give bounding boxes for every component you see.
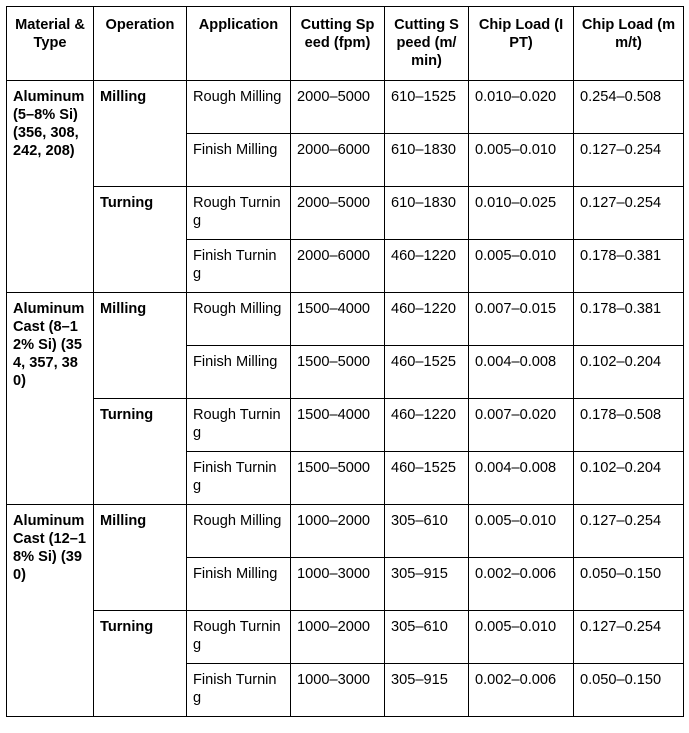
header-operation: Operation	[94, 7, 187, 81]
table-row	[7, 187, 684, 240]
speed-mmin-cell: 460–1525	[385, 346, 469, 399]
speed-mmin-cell: 305–915	[385, 664, 469, 717]
speed-mmin-cell: 610–1525	[385, 81, 469, 134]
speed-mmin-cell: 460–1220	[385, 399, 469, 452]
table-row	[7, 81, 684, 134]
chip-mmt-cell: 0.102–0.204	[574, 452, 684, 505]
application-cell: Finish Turning	[187, 240, 291, 293]
application-cell: Rough Turning	[187, 399, 291, 452]
chip-mmt-cell: 0.127–0.254	[574, 134, 684, 187]
chip-mmt-cell: 0.127–0.254	[574, 505, 684, 558]
speed-mmin-cell: 610–1830	[385, 134, 469, 187]
operation-cell: Milling	[94, 505, 187, 611]
speed-mmin-cell: 460–1220	[385, 293, 469, 346]
chip-ipt-cell: 0.005–0.010	[469, 134, 574, 187]
table-row	[7, 505, 684, 558]
operation-cell: Turning	[94, 611, 187, 717]
chip-ipt-cell: 0.005–0.010	[469, 505, 574, 558]
speed-fpm-cell: 1000–2000	[291, 611, 385, 664]
speed-fpm-cell: 1500–5000	[291, 452, 385, 505]
application-cell: Rough Turning	[187, 611, 291, 664]
chip-mmt-cell: 0.127–0.254	[574, 187, 684, 240]
header-cutting-speed-fpm: Cutting Speed (fpm)	[291, 7, 385, 81]
speed-fpm-cell: 1000–3000	[291, 558, 385, 611]
chip-ipt-cell: 0.002–0.006	[469, 664, 574, 717]
application-cell: Rough Milling	[187, 293, 291, 346]
chip-ipt-cell: 0.010–0.020	[469, 81, 574, 134]
application-cell: Rough Milling	[187, 505, 291, 558]
speed-fpm-cell: 1500–5000	[291, 346, 385, 399]
speed-fpm-cell: 1500–4000	[291, 293, 385, 346]
chip-mmt-cell: 0.050–0.150	[574, 664, 684, 717]
table-row	[7, 611, 684, 664]
application-cell: Finish Milling	[187, 134, 291, 187]
material-cell: Aluminum Cast (8–12% Si) (354, 357, 380)	[7, 293, 94, 505]
header-material-type: Material & Type	[7, 7, 94, 81]
header-row	[7, 7, 684, 81]
operation-cell: Milling	[94, 81, 187, 187]
speed-fpm-cell: 1500–4000	[291, 399, 385, 452]
application-cell: Finish Milling	[187, 558, 291, 611]
table-row	[7, 399, 684, 452]
header-cutting-speed-mmin: Cutting Speed (m/min)	[385, 7, 469, 81]
chip-ipt-cell: 0.004–0.008	[469, 346, 574, 399]
speed-fpm-cell: 1000–3000	[291, 664, 385, 717]
speed-fpm-cell: 2000–5000	[291, 81, 385, 134]
application-cell: Finish Milling	[187, 346, 291, 399]
speed-mmin-cell: 305–610	[385, 611, 469, 664]
chip-ipt-cell: 0.007–0.020	[469, 399, 574, 452]
application-cell: Rough Milling	[187, 81, 291, 134]
table-row	[7, 293, 684, 346]
speed-mmin-cell: 305–610	[385, 505, 469, 558]
chip-mmt-cell: 0.127–0.254	[574, 611, 684, 664]
header-application: Application	[187, 7, 291, 81]
speed-fpm-cell: 2000–6000	[291, 134, 385, 187]
application-cell: Rough Turning	[187, 187, 291, 240]
speed-mmin-cell: 460–1525	[385, 452, 469, 505]
speed-mmin-cell: 460–1220	[385, 240, 469, 293]
speed-fpm-cell: 2000–6000	[291, 240, 385, 293]
chip-ipt-cell: 0.005–0.010	[469, 240, 574, 293]
chip-mmt-cell: 0.102–0.204	[574, 346, 684, 399]
cutting-parameters-table	[6, 6, 684, 717]
chip-ipt-cell: 0.007–0.015	[469, 293, 574, 346]
chip-ipt-cell: 0.002–0.006	[469, 558, 574, 611]
chip-mmt-cell: 0.050–0.150	[574, 558, 684, 611]
operation-cell: Milling	[94, 293, 187, 399]
application-cell: Finish Turning	[187, 452, 291, 505]
chip-mmt-cell: 0.178–0.508	[574, 399, 684, 452]
chip-ipt-cell: 0.005–0.010	[469, 611, 574, 664]
material-cell: Aluminum (5–8% Si) (356, 308, 242, 208)	[7, 81, 94, 293]
material-cell: Aluminum Cast (12–18% Si) (390)	[7, 505, 94, 717]
chip-mmt-cell: 0.178–0.381	[574, 293, 684, 346]
chip-ipt-cell: 0.004–0.008	[469, 452, 574, 505]
header-chip-load-mmt: Chip Load (mm/t)	[574, 7, 684, 81]
chip-ipt-cell: 0.010–0.025	[469, 187, 574, 240]
chip-mmt-cell: 0.254–0.508	[574, 81, 684, 134]
speed-mmin-cell: 610–1830	[385, 187, 469, 240]
header-chip-load-ipt: Chip Load (IPT)	[469, 7, 574, 81]
application-cell: Finish Turning	[187, 664, 291, 717]
operation-cell: Turning	[94, 187, 187, 293]
speed-fpm-cell: 1000–2000	[291, 505, 385, 558]
speed-fpm-cell: 2000–5000	[291, 187, 385, 240]
speed-mmin-cell: 305–915	[385, 558, 469, 611]
operation-cell: Turning	[94, 399, 187, 505]
chip-mmt-cell: 0.178–0.381	[574, 240, 684, 293]
